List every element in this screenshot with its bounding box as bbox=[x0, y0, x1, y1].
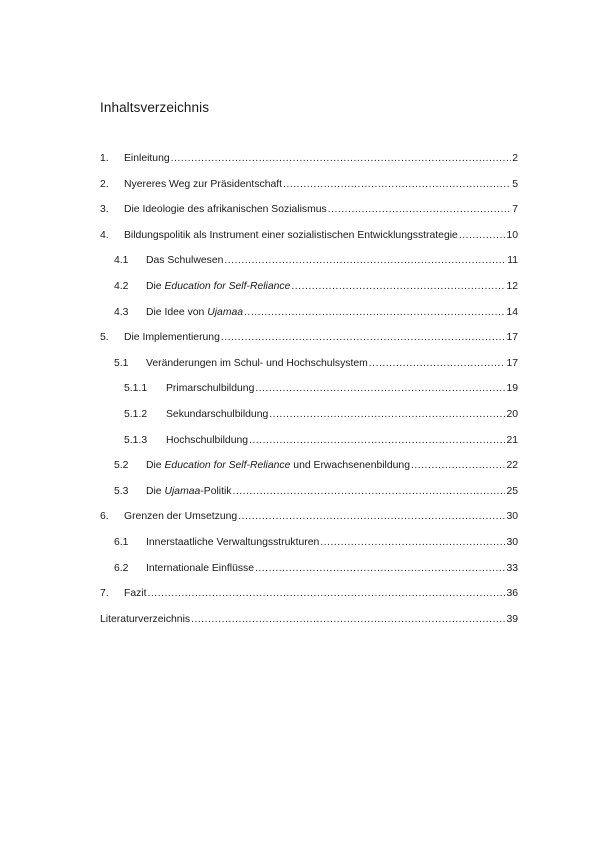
toc-entry-title-part: Die bbox=[146, 460, 165, 472]
toc-entry-page-number: 17 bbox=[506, 332, 518, 344]
toc-entry-title bbox=[124, 329, 220, 347]
toc-entry-leader-dots bbox=[171, 150, 512, 168]
toc-entry[interactable] bbox=[100, 585, 518, 611]
toc-entry-title-part: Veränderungen im Schul- und Hochschulsystem bbox=[146, 357, 368, 369]
toc-entry[interactable] bbox=[100, 278, 518, 304]
toc-entry-page-number: 14 bbox=[506, 306, 518, 318]
toc-entry[interactable] bbox=[100, 227, 518, 253]
toc-entry-title bbox=[146, 534, 319, 552]
toc-entry-page-number: 22 bbox=[506, 460, 518, 472]
toc-entry-title bbox=[124, 150, 170, 168]
toc-entry-title-part: Literaturverzeichnis bbox=[100, 613, 191, 625]
toc-entry-number: 4.2 bbox=[114, 280, 129, 292]
toc-entry-leader-dots bbox=[191, 611, 505, 629]
toc-entry-leader-dots bbox=[369, 355, 506, 373]
toc-entry-page-number: 7 bbox=[512, 204, 518, 216]
toc-entry-page-number: 12 bbox=[506, 280, 518, 292]
toc-entry-title-part: Bildungspolitik als Instrument einer sozialistischen Entwicklungsstrategie bbox=[124, 229, 458, 241]
toc-entry-leader-dots bbox=[249, 432, 505, 450]
toc-entry-title bbox=[146, 304, 243, 322]
toc-entry-title-part: Innerstaatliche Verwaltungsstrukturen bbox=[146, 536, 320, 548]
toc-entry[interactable] bbox=[100, 176, 518, 202]
toc-entry[interactable] bbox=[100, 380, 518, 406]
toc-entry[interactable] bbox=[100, 432, 518, 458]
toc-entry-number: 5.1.3 bbox=[124, 434, 148, 446]
toc-entry-leader-dots bbox=[459, 227, 506, 245]
toc-entry-leader-dots bbox=[224, 252, 506, 270]
toc-entry[interactable] bbox=[100, 611, 518, 637]
toc-entry-title bbox=[124, 201, 327, 219]
toc-entry-title-italic: Ujamaa bbox=[207, 306, 244, 318]
toc-entry-number: 6.1 bbox=[114, 536, 129, 548]
toc-entry-title-part: Hochschulbildung bbox=[166, 434, 249, 446]
toc-entry-title-italic: Ujamaa bbox=[164, 485, 201, 497]
toc-entry-number: 3. bbox=[100, 204, 109, 216]
toc-entry-title bbox=[166, 406, 268, 424]
toc-entry[interactable] bbox=[100, 329, 518, 355]
toc-entry-leader-dots bbox=[255, 380, 505, 398]
toc-entry-number: 6. bbox=[100, 511, 109, 523]
toc-entry[interactable] bbox=[100, 201, 518, 227]
toc-entry-number: 4.1 bbox=[114, 255, 129, 267]
toc-entry-title bbox=[146, 278, 290, 296]
toc-entry-page-number: 10 bbox=[506, 229, 518, 241]
toc-entry[interactable] bbox=[100, 483, 518, 509]
toc-entry-title bbox=[124, 176, 282, 194]
toc-entry-number: 5.1.1 bbox=[124, 383, 148, 395]
toc-entry-title-part: Nyereres Weg zur Präsidentschaft bbox=[124, 178, 283, 190]
toc-entry[interactable] bbox=[100, 304, 518, 330]
toc-entry-title-part: Die Implementierung bbox=[124, 332, 220, 344]
toc-entry[interactable] bbox=[100, 508, 518, 534]
toc-entry-page-number: 5 bbox=[512, 178, 518, 190]
toc-entry-page-number: 39 bbox=[506, 613, 518, 625]
toc-entry-title bbox=[146, 355, 368, 373]
toc-entry-number: 6.2 bbox=[114, 562, 129, 574]
toc-entry-title-italic: Education for Self-Reliance bbox=[164, 280, 291, 292]
toc-entry-title bbox=[124, 585, 147, 603]
toc-entry-number: 5.1 bbox=[114, 357, 129, 369]
toc-entry-title-part: und Erwachsenenbildung bbox=[290, 460, 410, 472]
toc-entry-page-number: 36 bbox=[506, 588, 518, 600]
toc-title: Inhaltsverzeichnis bbox=[100, 100, 210, 115]
toc-entry-leader-dots bbox=[411, 457, 505, 475]
toc-entry-leader-dots bbox=[232, 483, 505, 501]
toc-entry-page-number: 30 bbox=[506, 511, 518, 523]
toc-entry-title bbox=[146, 560, 254, 578]
toc-entry-leader-dots bbox=[283, 176, 511, 194]
toc-entry-title bbox=[166, 432, 248, 450]
toc-entry-number: 1. bbox=[100, 153, 109, 164]
toc-entry-title-part: Die Ideologie des afrikanischen Sozialismus bbox=[124, 204, 327, 216]
toc-entry[interactable] bbox=[100, 560, 518, 586]
toc-entry-page-number: 21 bbox=[506, 434, 518, 446]
toc-entry-title bbox=[124, 227, 458, 245]
toc-entry-leader-dots bbox=[291, 278, 505, 296]
toc-entry-leader-dots bbox=[255, 560, 505, 578]
toc-entry-number: 5.3 bbox=[114, 485, 129, 497]
toc-entry-title-part: Fazit bbox=[124, 588, 147, 600]
toc-entry-title bbox=[100, 611, 190, 629]
toc-entry[interactable] bbox=[100, 355, 518, 381]
toc-entry-page-number: 2 bbox=[512, 153, 518, 164]
toc-entry-leader-dots bbox=[221, 329, 506, 347]
toc-entry[interactable] bbox=[100, 457, 518, 483]
toc-entry-title bbox=[146, 483, 231, 501]
toc-entry-leader-dots bbox=[148, 585, 506, 603]
toc-entry-leader-dots bbox=[320, 534, 505, 552]
toc-entry-title-part: Die Idee von bbox=[146, 306, 208, 318]
toc-entry-page-number: 20 bbox=[506, 408, 518, 420]
toc-entry-title-italic: Education for Self-Reliance bbox=[164, 460, 291, 472]
toc-entry-number: 7. bbox=[100, 588, 109, 600]
toc-entry[interactable] bbox=[100, 534, 518, 560]
toc-entry-leader-dots bbox=[238, 508, 505, 526]
toc-entry-page-number: 30 bbox=[506, 536, 518, 548]
toc-list bbox=[100, 150, 518, 636]
toc-entry-title-part: Die bbox=[146, 485, 165, 497]
toc-entry-title-part: Das Schulwesen bbox=[146, 255, 224, 267]
toc-entry-title bbox=[146, 457, 410, 475]
toc-entry-leader-dots bbox=[328, 201, 511, 219]
toc-entry[interactable] bbox=[100, 406, 518, 432]
toc-entry-number: 2. bbox=[100, 178, 109, 190]
toc-entry-page-number: 25 bbox=[506, 485, 518, 497]
toc-entry-title bbox=[166, 380, 254, 398]
toc-entry-number: 4.3 bbox=[114, 306, 129, 318]
toc-entry-title-part: Primarschulbildung bbox=[166, 383, 255, 395]
toc-entry-title-part: Die bbox=[146, 280, 165, 292]
toc-entry-title-part: Einleitung bbox=[124, 153, 170, 164]
toc-entry-page-number: 19 bbox=[506, 383, 518, 395]
toc-entry-page-number: 17 bbox=[506, 357, 518, 369]
toc-entry-number: 5.1.2 bbox=[124, 408, 148, 420]
toc-entry-number: 5. bbox=[100, 332, 109, 344]
toc-entry-title-part: Sekundarschulbildung bbox=[166, 408, 269, 420]
toc-entry-title-part: -Politik bbox=[200, 485, 232, 497]
toc-entry-number: 4. bbox=[100, 229, 109, 241]
toc-entry[interactable] bbox=[100, 150, 518, 176]
toc-entry-title-part: Internationale Einflüsse bbox=[146, 562, 255, 574]
toc-entry-title bbox=[146, 252, 223, 270]
toc-entry-page-number: 11 bbox=[507, 255, 518, 267]
toc-entry-number: 5.2 bbox=[114, 460, 129, 472]
toc-entry-page-number: 33 bbox=[506, 562, 518, 574]
toc-entry-leader-dots bbox=[269, 406, 505, 424]
toc-entry-title-part: Grenzen der Umsetzung bbox=[124, 511, 238, 523]
toc-entry-title bbox=[124, 508, 237, 526]
toc-entry[interactable] bbox=[100, 252, 518, 278]
toc-entry-leader-dots bbox=[244, 304, 505, 322]
